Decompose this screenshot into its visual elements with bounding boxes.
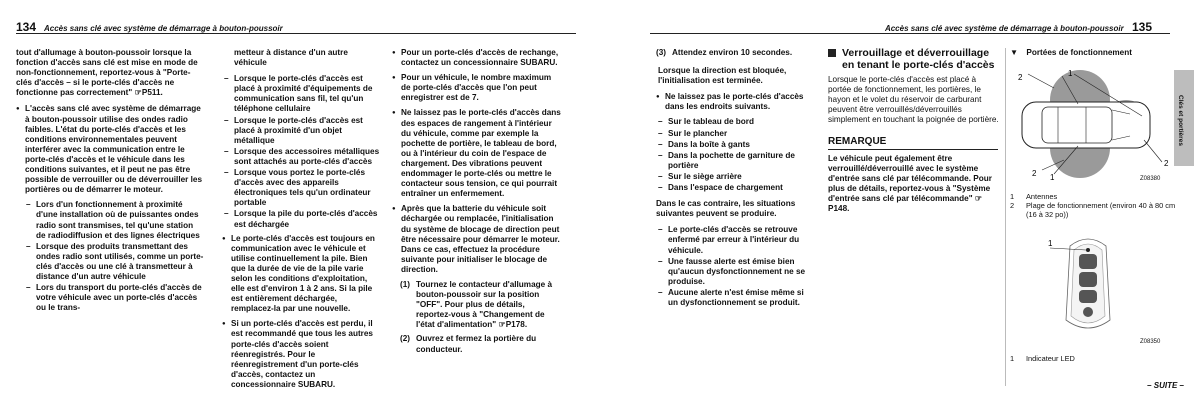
- square-bullet-icon: [828, 49, 836, 57]
- left-col3-step-2: [400, 334, 562, 354]
- right-col1-dash2-3: – Aucune alerte n'est émise même si un dysfonctionnement se produit.: [656, 288, 812, 308]
- right-col1-step-3: [656, 48, 812, 58]
- left-col2-dash-5: – Lorsque la pile du porte-clés d'accès est déchargée: [222, 209, 382, 229]
- left-col2-dash-2: – Lorsque le porte-clés d'accès est placé à proximité d'un objet métallique: [222, 116, 382, 146]
- right-header: [885, 20, 1152, 34]
- side-tab-label: Clés et portières: [1177, 95, 1184, 146]
- right-col1-bullet: ● Ne laissez pas le porte-clés d'accès dans les endroits suivants.: [656, 92, 812, 112]
- right-col1-dash-1: – Sur le tableau de bord: [656, 117, 812, 127]
- left-col2-dash-4: – Lorsque vous portez le porte-clés d'accès avec des appareils électroniques tels qu'un ordinateur portable: [222, 168, 382, 208]
- left-col1-dash-1: – Lors d'un fonctionnement à proximité d'une installation où de puissantes ondes radio sont transmises, tel qu'une station de radiodiffusion et des lignes électriques: [24, 200, 204, 240]
- left-col3-bullet-3: ● Ne laissez pas le porte-clés d'accès dans des espaces de rangement à l'intérieur du véhicule, comme par exemple la pochette de portière, le tableau de bord, ou à l'intérieur du coin de l'espace de chargement. Des vibrations peuvent endommager le porte-clés ou mettre le contacteur sous tension, ce qui pourrait entraîner un enfermement.: [392, 108, 562, 199]
- fig-label-1: 1: [1068, 69, 1073, 78]
- remarque-text: Le véhicule peut également être verrouillé/déverrouillé avec le système d'entrée sans clé par télécommande. Pour plus de détails, reportez-vous à "Système d'entrée sans clé par télécommande" ☞P148.: [828, 153, 992, 214]
- left-col1-bullet: ● L'accès sans clé avec système de démarrage à bouton-poussoir utilise des ondes radio faibles. L'état du porte-clés d'accès et les conditions environnementales peuvent interférer avec la communication entre le porte-clés d'accès et le véhicule dans les conditions suivantes, et il peut ne pas être possible de verrouiller ou de déverrouiller les portières ou de démarrer le moteur.: [16, 104, 204, 195]
- fig1-code: Z08380: [1140, 176, 1161, 182]
- right-col1-dash2-2: – Une fausse alerte est émise bien qu'aucun dysfonctionnement ne se produise.: [656, 257, 812, 287]
- right-col1-dash-5: – Sur le siège arrière: [656, 172, 812, 182]
- fig-label-1: 1: [1048, 239, 1053, 248]
- left-col1-dash-3: – Lors du transport du porte-clés d'accès de votre véhicule avec un porte-clés d'accès ou le trans-: [24, 283, 204, 313]
- legend-number: 2: [1010, 201, 1015, 210]
- fig-label-1: 1: [1050, 173, 1055, 182]
- led-indicator-icon: [1086, 248, 1090, 252]
- legend-text: Antennes: [1026, 192, 1058, 201]
- legend-number: 1: [1010, 354, 1015, 363]
- legend-item: [1010, 201, 1180, 219]
- left-col1-intro: tout d'allumage à bouton-poussoir lorsque la fonction d'accès sans clé est mise en mode de non-fonctionnement, reportez-vous à "Porte-clés d'accès – si le porte-clés d'accès ne fonctionne pas correctement" ☞P511.: [16, 48, 198, 98]
- left-col2-bullet-2: ● Si un porte-clés d'accès est perdu, il est recommandé que tous les autres porte-clés d'accès soient réenregistrés. Pour le réenregistrement d'un porte-clés d'accès, contactez un concessionnaire SUBARU.: [222, 319, 382, 390]
- fig-label-2: 2: [1164, 159, 1169, 168]
- step-text: Ouvrez et fermez la portière du conducteur.: [416, 334, 537, 354]
- legend-item: [1010, 192, 1180, 201]
- fig-label-2: 2: [1032, 169, 1037, 178]
- right-col-3: [1010, 48, 1170, 58]
- right-page-number: 135: [1131, 20, 1152, 34]
- section-title: [828, 48, 1000, 71]
- legend-item: [1010, 354, 1180, 363]
- right-col-1: [656, 48, 812, 309]
- step-text: Tournez le contacteur d'allumage à bouton-poussoir sur la position "OFF". Pour plus de détails, reportez-vous à "Changement de l'état d'alimentation" ☞P178.: [416, 279, 553, 330]
- car-range-diagram: [1014, 66, 1178, 184]
- step-number: (3): [656, 48, 667, 57]
- left-col1-dash-2: – Lorsque des produits transmettant des ondes radio sont utilisés, comme un porte-clés d'accès ou une clé à transmetteur à distance d'un autre véhicule: [24, 242, 204, 282]
- column-divider: [1005, 48, 1006, 386]
- left-col3-bullet-1: ● Pour un porte-clés d'accès de rechange, contactez un concessionnaire SUBARU.: [392, 48, 562, 68]
- fig1-legend: [1010, 192, 1180, 219]
- legend-text: Plage de fonctionnement (environ 40 à 80 cm (16 à 32 po)): [1026, 201, 1176, 219]
- step-number: (1): [400, 279, 411, 289]
- unlock-button-icon: [1079, 272, 1097, 287]
- panic-button-icon: [1083, 307, 1093, 317]
- left-col2-dash-1: – Lorsque le porte-clés d'accès est placé à proximité d'équipements de communication sans fil, tel qu'un téléphone cellulaire: [222, 74, 382, 114]
- fig-label-2: 2: [1018, 73, 1023, 82]
- left-col3-bullet-2: ● Pour un véhicule, le nombre maximum de porte-clés d'accès que l'on peut enregistrer est de 7.: [392, 73, 562, 103]
- right-page: [600, 0, 1200, 402]
- right-col1-dash-6: – Dans l'espace de chargement: [656, 183, 812, 193]
- lock-button-icon: [1079, 254, 1097, 269]
- left-col-3: [392, 48, 562, 359]
- right-col1-para: Lorsque la direction est bloquée, l'initialisation est terminée.: [658, 66, 787, 86]
- remarque-title: REMARQUE: [828, 137, 998, 149]
- left-col3-bullet-4: ● Après que la batterie du véhicule soit déchargée ou remplacée, l'initialisation du système de blocage de direction peut être nécessaire pour démarrer le moteur. Dans ce cas, effectuez la procédure suivante pour initialiser le blocage de direction.: [392, 204, 562, 275]
- left-header-title: Accès sans clé avec système de démarrage à bouton-poussoir: [43, 24, 283, 33]
- left-header: [16, 20, 283, 34]
- right-col1-para2: Dans le cas contraire, les situations suivantes peuvent se produire.: [656, 199, 796, 219]
- legend-text: Indicateur LED: [1026, 354, 1075, 363]
- right-col1-dash-2: – Sur le plancher: [656, 129, 812, 139]
- tailgate-button-icon: [1079, 290, 1097, 303]
- right-header-rule: [650, 33, 1170, 34]
- right-col1-dash-3: – Dans la boîte à gants: [656, 140, 812, 150]
- left-col3-step-1: [400, 280, 562, 330]
- right-col2-para: Lorsque le porte-clés d'accès est placé à portée de fonctionnement, les portières, le hayon et le volet du réservoir de carburant peuvent être verrouillés/déverrouillés simplement en touchant la poignée de portière.: [828, 75, 999, 125]
- right-col1-dash2-1: – Le porte-clés d'accès se retrouve enfermé par erreur à l'intérieur du véhicule.: [656, 225, 812, 255]
- triangle-icon: ▼: [1010, 48, 1019, 57]
- left-col-2: [222, 48, 382, 395]
- right-col1-dash-4: – Dans la pochette de garniture de portière: [656, 151, 812, 171]
- left-col2-bullet-1: ● Le porte-clés d'accès est toujours en communication avec le véhicule et utilise continuellement la pile. Bien que la durée de vie de la pile varie selon les conditions d'exploitation, elle est d'environ 1 à 2 ans. Si la pile est entièrement déchargée, remplacez-la par une nouvelle.: [222, 234, 382, 315]
- right-col-2: [828, 48, 1000, 220]
- left-col-1: [16, 48, 204, 314]
- key-fob-diagram: [1048, 232, 1148, 340]
- fig2-legend: [1010, 354, 1180, 363]
- step-text: Attendez environ 10 secondes.: [672, 48, 793, 57]
- range-title: [1010, 48, 1170, 58]
- fig2-code: Z08350: [1140, 339, 1161, 345]
- left-header-rule: [16, 33, 576, 34]
- right-header-title: Accès sans clé avec système de démarrage à bouton-poussoir: [884, 24, 1124, 33]
- step-number: (2): [400, 334, 411, 344]
- legend-number: 1: [1010, 192, 1015, 201]
- section-title-text: Verrouillage et déverrouillage en tenant le porte-clés d'accès: [842, 47, 995, 71]
- left-col2-intro: metteur à distance d'un autre véhicule: [234, 48, 348, 68]
- left-page-number: 134: [16, 20, 37, 34]
- range-title-text: Portées de fonctionnement: [1026, 48, 1132, 57]
- left-col2-dash-3: – Lorsque des accessoires métalliques sont attachés au porte-clés d'accès: [222, 147, 382, 167]
- suite-label: – SUITE –: [1147, 381, 1184, 390]
